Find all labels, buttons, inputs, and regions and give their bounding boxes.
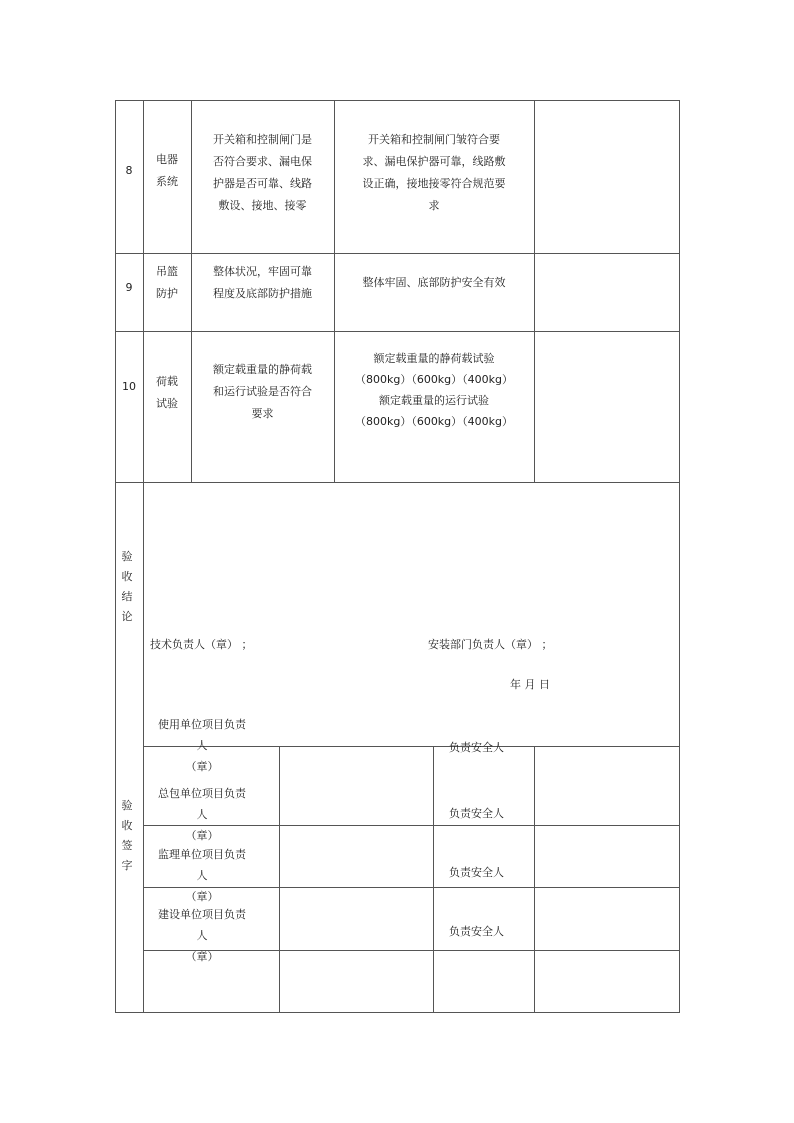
item-name: 荷载 试验 — [156, 375, 178, 410]
install-leader-signature: 安装部门负责人（章） ； — [428, 638, 553, 651]
grid-line — [115, 331, 680, 332]
tech-leader-signature: 技术负责人（章） ； — [150, 638, 253, 651]
general-contractor-leader-label: 总包单位项目负责 人 （章） — [158, 787, 246, 842]
safety-person-label: 负责安全人 — [449, 866, 504, 879]
check-content: 开关箱和控制闸门是 否符合要求、漏电保 护器是否可靠、线路 敷设、接地、接零 — [213, 133, 312, 212]
item-name: 吊篮 防护 — [156, 265, 178, 300]
grid-line — [115, 253, 680, 254]
grid-line — [679, 100, 680, 1013]
grid-line — [433, 746, 434, 1013]
check-content: 整体状况，牢固可靠 程度及底部防护措施 — [213, 265, 312, 300]
row-number: 10 — [122, 380, 136, 393]
safety-person-label: 负责安全人 — [449, 925, 504, 938]
standard-content: 整体牢固、底部防护安全有效 — [362, 276, 506, 289]
grid-line — [534, 100, 535, 483]
supervisor-leader-label: 监理单位项目负责 人 （章） — [158, 848, 246, 903]
standard-content: 开关箱和控制闸门皱符合要 求、漏电保护器可靠，线路敷 设正确，接地接零符合规范要 求 — [362, 133, 506, 212]
row-number: 8 — [125, 164, 133, 177]
user-unit-leader-label: 使用单位项目负责 人 （章） — [158, 718, 246, 773]
row-number: 9 — [125, 281, 133, 294]
grid-line — [279, 746, 280, 1013]
builder-leader-label: 建设单位项目负责 人 （章） — [158, 908, 246, 963]
grid-line — [115, 100, 680, 101]
safety-person-label: 负责安全人 — [449, 741, 504, 754]
safety-person-label: 负责安全人 — [449, 807, 504, 820]
signature-label: 验 收 签 字 — [121, 799, 133, 872]
grid-line — [115, 1012, 680, 1013]
conclusion-label: 验 收 结 论 — [121, 550, 133, 623]
standard-content: 额定载重量的静荷载试验 （800kg）（600kg）（400kg） 额定载重量的运行试验 （800kg）（600kg）（400kg） — [354, 352, 514, 428]
conclusion-date: 年 月 日 — [510, 678, 550, 691]
item-name: 电器 系统 — [156, 153, 178, 188]
check-content: 额定载重量的静荷载 和运行试验是否符合 要求 — [213, 363, 312, 420]
grid-line — [534, 746, 535, 1013]
grid-line — [115, 482, 680, 483]
grid-line — [115, 100, 116, 1013]
